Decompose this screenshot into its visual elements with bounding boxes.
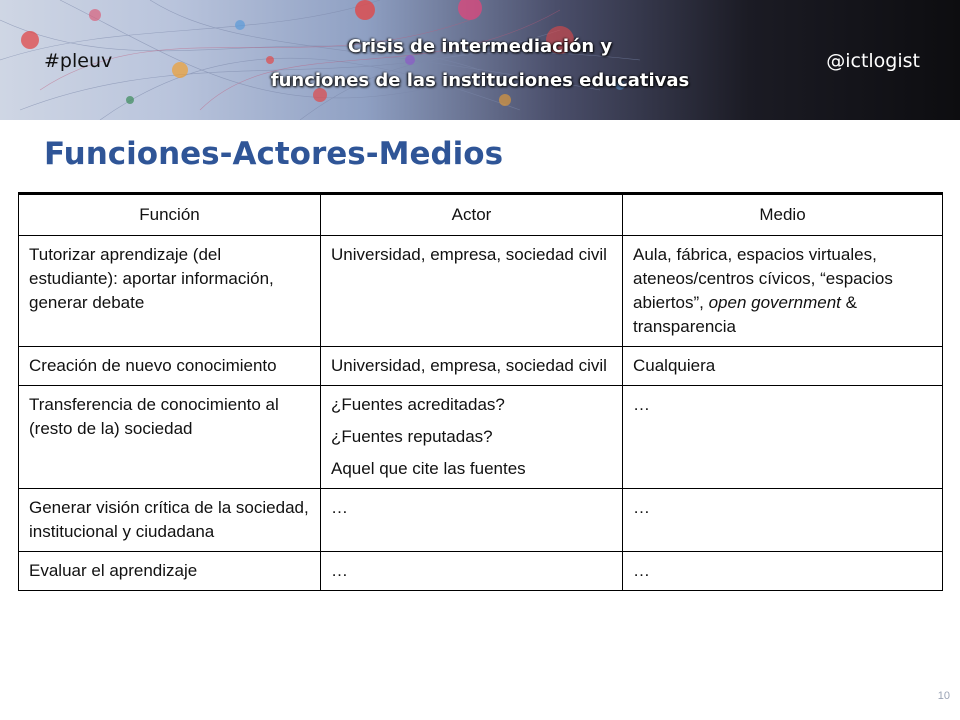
actor-line: Aquel que cite las fuentes	[331, 459, 526, 478]
column-header-actor: Actor	[321, 194, 623, 236]
medio-text: …	[633, 561, 650, 580]
medio-text: …	[633, 395, 650, 414]
cell-medio	[623, 552, 943, 591]
cell-medio	[623, 489, 943, 552]
page-number: 10	[937, 690, 950, 702]
medio-text: Aula, fábrica, espacios virtuales, ateneos/centros cívicos, “espacios abiertos”,	[633, 245, 893, 312]
table-row	[19, 552, 943, 591]
cell-actor	[321, 552, 623, 591]
actor-line: ¿Fuentes reputadas?	[331, 427, 493, 446]
cell-funcion: Generar visión crítica de la sociedad, institucional y ciudadana	[19, 489, 321, 552]
column-header-funcion: Función	[19, 194, 321, 236]
column-header-medio: Medio	[623, 194, 943, 236]
presentation-title-line2: funciones de las instituciones educativas	[270, 70, 690, 91]
medio-text: Cualquiera	[633, 356, 716, 375]
table-row	[19, 489, 943, 552]
medio-text-italic: open government	[708, 293, 841, 312]
header-banner	[0, 0, 960, 120]
cell-medio	[623, 386, 943, 489]
actor-line: Universidad, empresa, sociedad civil	[331, 356, 607, 375]
presentation-title-line1: Crisis de intermediación y	[347, 36, 613, 57]
cell-medio	[623, 347, 943, 386]
medio-text: …	[633, 498, 650, 517]
actor-line: Universidad, empresa, sociedad civil	[331, 245, 607, 264]
cell-funcion: Tutorizar aprendizaje (del estudiante): aportar información, generar debate	[19, 236, 321, 347]
slide-title: Funciones-Actores-Medios	[44, 136, 504, 172]
medio-text-tail: & transparencia	[633, 293, 857, 336]
table-row	[19, 386, 943, 489]
table-row	[19, 347, 943, 386]
cell-actor	[321, 347, 623, 386]
cell-actor	[321, 236, 623, 347]
cell-funcion: Creación de nuevo conocimiento	[19, 347, 321, 386]
table-header-row	[19, 194, 943, 236]
twitter-handle: @ictlogist	[826, 50, 920, 72]
actor-line: …	[331, 498, 348, 517]
cell-funcion: Transferencia de conocimiento al (resto de la) sociedad	[19, 386, 321, 489]
cell-medio	[623, 236, 943, 347]
functions-table	[18, 192, 943, 591]
table-row	[19, 236, 943, 347]
actor-line: ¿Fuentes acreditadas?	[331, 395, 505, 414]
cell-funcion: Evaluar el aprendizaje	[19, 552, 321, 591]
cell-actor	[321, 489, 623, 552]
presentation-title	[200, 30, 760, 98]
actor-line: …	[331, 561, 348, 580]
hashtag-label: #pleuv	[44, 50, 113, 72]
cell-actor	[321, 386, 623, 489]
